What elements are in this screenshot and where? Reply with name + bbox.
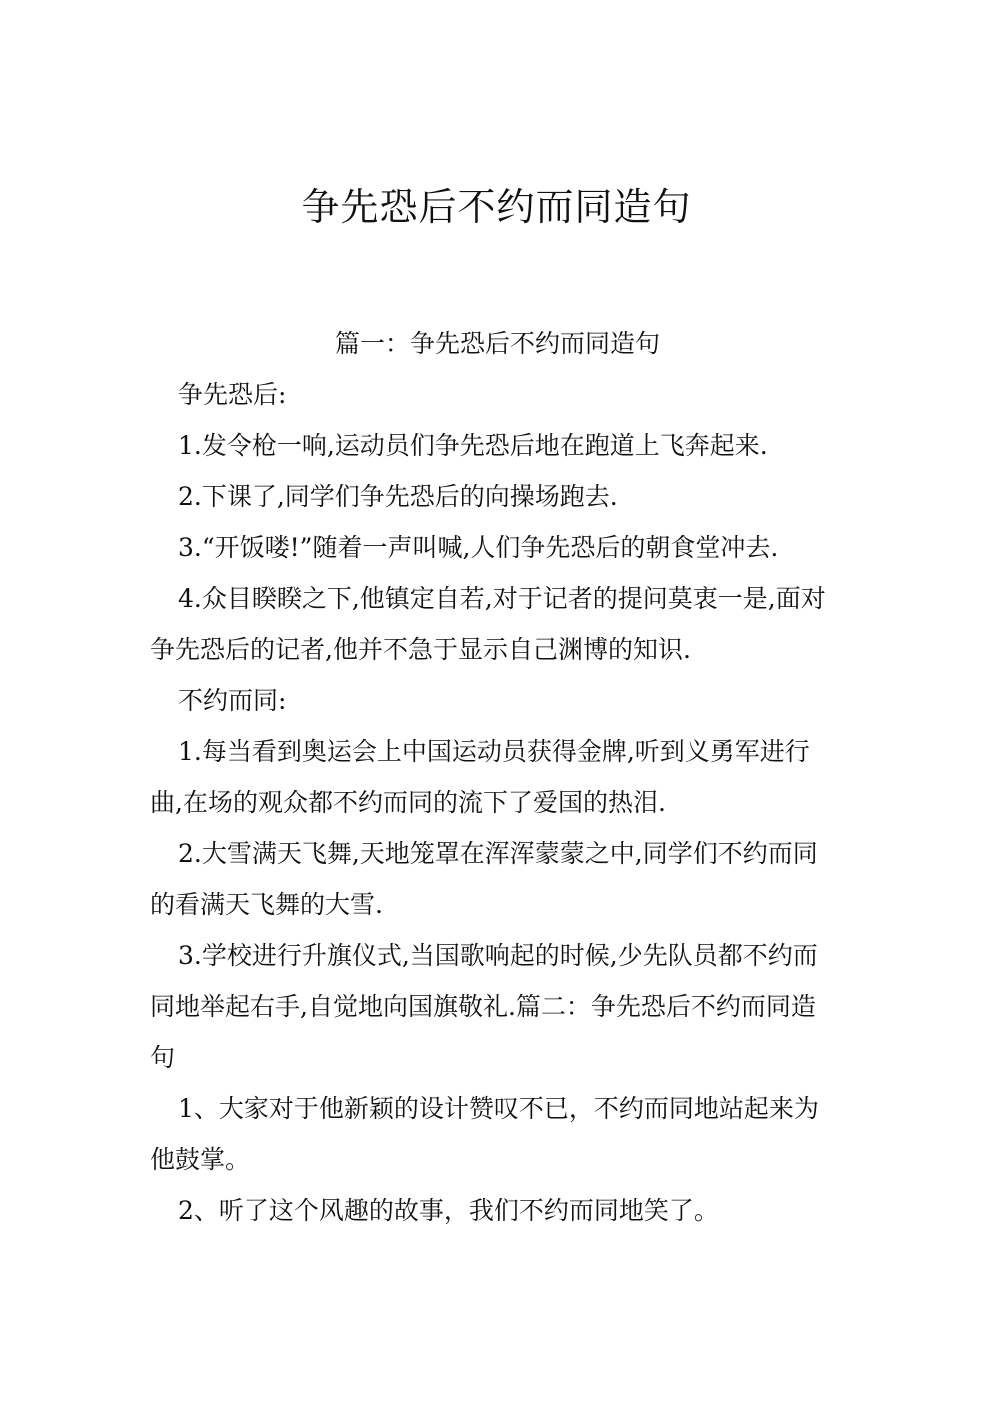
part-label: 争先恐后:	[178, 380, 287, 409]
example-sentence: 1、大家对于他新颖的设计赞叹不已，不约而同地站起来为他鼓掌。	[150, 1094, 819, 1174]
example-sentence: 3.学校进行升旗仪式,当国歌响起的时候,少先队员都不约而同地举起右手,自觉地向国旗敬礼.篇二：争先恐后不约而同造句	[150, 941, 818, 1072]
example-sentence: 2.大雪满天飞舞,天地笼罩在浑浑蒙蒙之中,同学们不约而同的看满天飞舞的大雪.	[150, 839, 818, 919]
document-body	[150, 318, 833, 1236]
example-sentence: 4.众目睽睽之下,他镇定自若,对于记者的提问莫衷一是,面对争先恐后的记者,他并不急于显示自己渊博的知识.	[150, 584, 826, 664]
example-sentence: 1.发令枪一响,运动员们争先恐后地在跑道上飞奔起来.	[178, 431, 768, 460]
part-label: 不约而同:	[178, 686, 287, 715]
example-sentence: 2、听了这个风趣的故事，我们不约而同地笑了。	[178, 1196, 719, 1225]
example-sentence: 1.每当看到奥运会上中国运动员获得金牌,听到义勇军进行曲,在场的观众都不约而同的流下了爱国的热泪.	[150, 737, 810, 817]
example-sentence: 2.下课了,同学们争先恐后的向操场跑去.	[178, 482, 618, 511]
document-title: 争先恐后不约而同造句	[301, 185, 692, 229]
section-heading: 篇一：争先恐后不约而同造句	[334, 329, 660, 358]
example-sentence: 3.“开饭喽!”随着一声叫喊,人们争先恐后的朝食堂冲去.	[178, 533, 779, 562]
